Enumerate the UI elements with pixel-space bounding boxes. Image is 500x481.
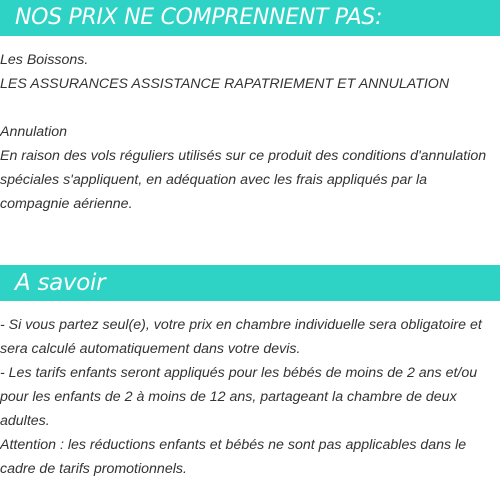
exclusion-boissons: Les Boissons. (0, 52, 89, 68)
exclusion-assurances: LES ASSURANCES ASSISTANCE RAPATRIEMENT ET ANNULATION (0, 76, 450, 92)
exclusions-heading: NOS PRIX NE COMPRENNENT PAS: (0, 0, 500, 36)
savoir-item-attention: Attention : les réductions enfants et bébés ne sont pas applicables dans le cadre de tarifs promotionnels. (0, 437, 467, 477)
savoir-heading: A savoir (0, 265, 500, 301)
annulation-text: En raison des vols réguliers utilisés sur ce produit des conditions d'annulation spéciales s'appliquent, en adéquation avec les frais appliqués par la compagnie aérienne. (0, 148, 487, 212)
exclusions-section (0, 48, 500, 216)
savoir-item-enfants: - Les tarifs enfants seront appliqués pour les bébés de moins de 2 ans et/ou pour les enfants de 2 à moins de 12 ans, partageant la chambre de deux adultes. (0, 365, 478, 429)
savoir-item-seul: - Si vous partez seul(e), votre prix en chambre individuelle sera obligatoire et sera calculé automatiquement dans votre devis. (0, 317, 482, 357)
paragraph-spacer (0, 96, 500, 120)
annulation-title: Annulation (0, 124, 68, 140)
